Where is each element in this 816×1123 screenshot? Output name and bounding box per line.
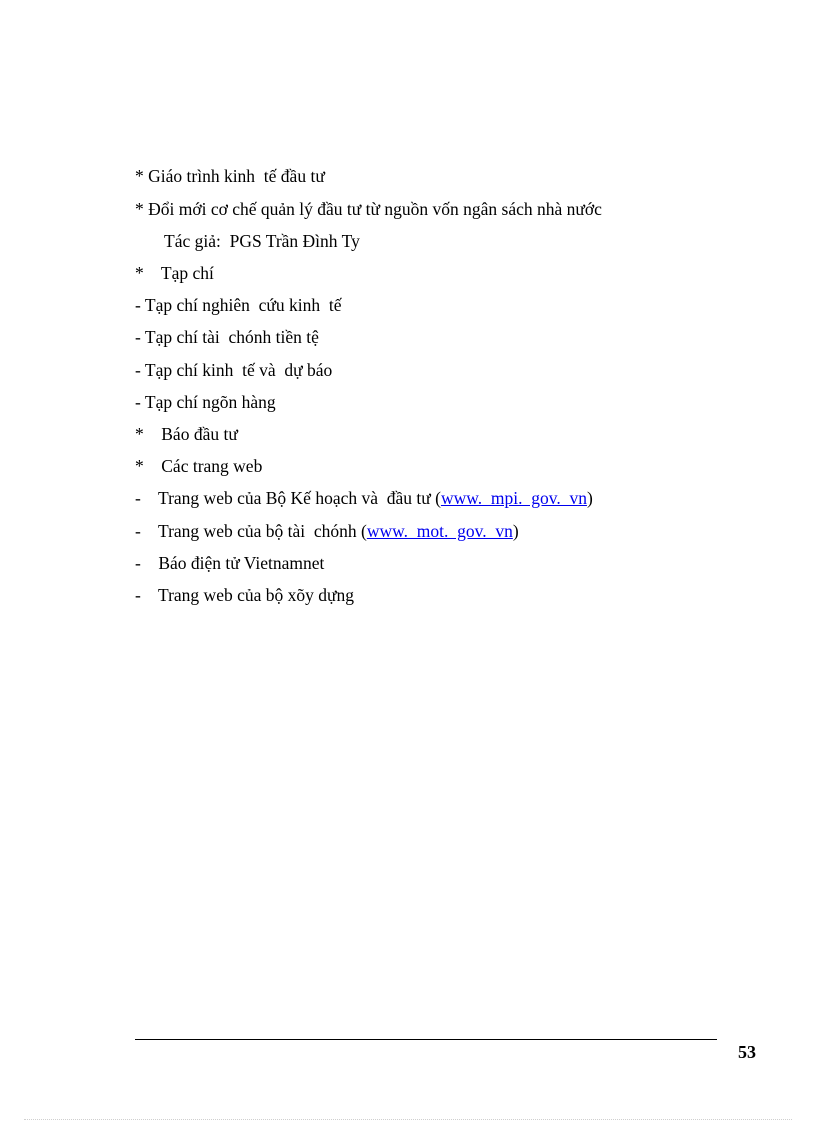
ref-line-mpi-website: [135, 487, 593, 509]
ref-heading-websites: * Các trang web: [135, 456, 263, 476]
page-bottom-border: [24, 1119, 792, 1120]
ref-line-vietnamnet: - Báo điện tử Vietnamnet: [135, 553, 325, 573]
ref-line-textbook: * Giáo trình kinh tế đầu tư: [135, 166, 325, 186]
mof-website-link[interactable]: www. mot. gov. vn: [366, 521, 513, 541]
ref-line-author: Tác giả: PGS Trần Đình Ty: [164, 231, 360, 251]
ref-line-mof-prefix: - Trang web của bộ tài chónh (: [135, 521, 367, 541]
ref-line-economy-forecast-journal: - Tạp chí kinh tế và dự báo: [135, 360, 333, 380]
mpi-website-link[interactable]: www. mpi. gov. vn: [440, 488, 587, 508]
ref-line-mpi-prefix: - Trang web của Bộ Kế hoạch và đầu tư (: [135, 488, 441, 508]
ref-line-investment-reform: * Đổi mới cơ chế quản lý đầu tư từ nguồn vốn ngân sách nhà nước: [135, 199, 602, 219]
ref-line-finance-currency-journal: - Tạp chí tài chónh tiền tệ: [135, 327, 319, 347]
ref-line-mpi-suffix: ): [586, 488, 593, 508]
ref-line-mof-website: [135, 520, 519, 542]
footer-divider: [135, 1039, 717, 1040]
ref-line-mof-suffix: ): [512, 521, 519, 541]
ref-heading-journals: * Tạp chí: [135, 263, 214, 283]
ref-heading-investment-newspaper: * Báo đầu tư: [135, 424, 238, 444]
ref-line-economic-research-journal: - Tạp chí nghiên cứu kinh tế: [135, 295, 342, 315]
ref-line-construction-website: - Trang web của bộ xõy dựng: [135, 585, 354, 605]
page-number: 53: [738, 1042, 756, 1062]
ref-line-banking-journal: - Tạp chí ngõn hàng: [135, 392, 276, 412]
